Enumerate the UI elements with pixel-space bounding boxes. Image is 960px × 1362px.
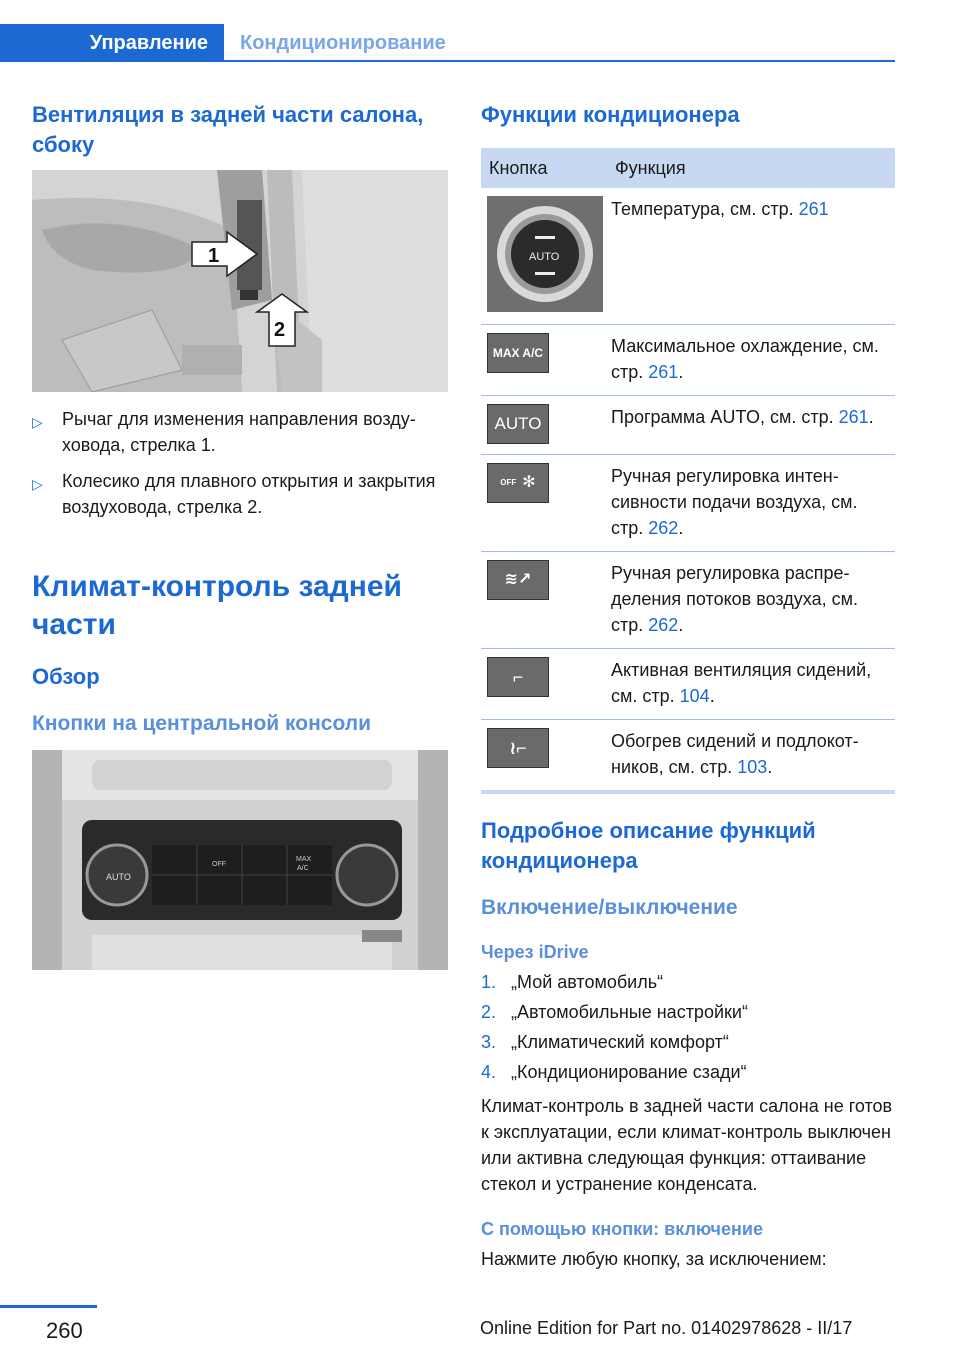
section-title-detail: Подробное описание функций кондиционера: [481, 817, 816, 873]
auto-button-icon: AUTO: [487, 404, 549, 444]
triangle-bullet-icon: ▷: [32, 414, 43, 430]
button-on-text: Нажмите любую кнопку, за исключением:: [481, 1248, 827, 1269]
list-item: 2. „Автомобильные настройки“: [481, 1001, 748, 1022]
max-ac-icon: MAX A/C: [487, 333, 549, 373]
header-bar: [0, 24, 895, 62]
section-title-console-buttons: Кнопки на центральной консоли: [32, 712, 372, 735]
triangle-bullet-icon: ▷: [32, 476, 43, 492]
section-title-rear-climate: Климат-контроль задней части: [32, 570, 402, 641]
seat-ventilation-icon: ⌐: [487, 657, 549, 697]
table-row: [481, 454, 895, 551]
bullet-item: [32, 406, 448, 458]
function-cell: Обогрев сидений и подлокотников, см. стр. 103.: [607, 719, 895, 792]
bullet-item: [32, 468, 448, 520]
footer-divider: [0, 1305, 97, 1308]
function-cell: Активная вентиляция сидений, см. стр. 104.: [607, 648, 895, 719]
function-cell: Максимальное охлаждение, см. стр. 261.: [607, 324, 895, 395]
page-link[interactable]: 262: [648, 614, 679, 635]
idrive-steps: [481, 967, 895, 1087]
fan-intensity-icon: OFF ✻: [487, 463, 549, 503]
availability-paragraph: Климат-контроль в задней части салона не готов к эксплуатации, если климат-контроль выключен или активна следующая функция: оттаивание стекол и устранение конденсата.: [481, 1095, 893, 1194]
bullet-text: Рычаг для изменения направления воздуховода, стрелка 1.: [62, 409, 416, 455]
table-header-row: [481, 148, 895, 188]
air-distribution-icon: ≋↗: [487, 560, 549, 600]
callout-label-1: 1: [208, 245, 220, 267]
page-link[interactable]: 103: [737, 756, 768, 777]
console-ac-label: A/C: [297, 865, 309, 872]
section-title-button-on: С помощью кнопки: включение: [481, 1218, 763, 1239]
page-link[interactable]: 261: [648, 361, 679, 382]
tab-air-conditioning[interactable]: Кондиционирование: [240, 31, 446, 54]
bullet-text: Колесико для плавного открытия и закрытия воздуховода, стрелка 2.: [62, 471, 436, 517]
function-cell: Ручная регулировка интенсивности подачи воздуха, см. стр. 262.: [607, 454, 895, 551]
section-title-idrive: Через iDrive: [481, 941, 589, 962]
table-row: [481, 551, 895, 648]
section-title-side-vent: Вентиляция в задней части салона, сбоку: [32, 102, 424, 157]
list-item: 1. „Мой автомобиль“: [481, 971, 664, 992]
callout-label-2: 2: [274, 319, 286, 341]
function-cell: Программа AUTO, см. стр. 261.: [607, 395, 895, 454]
function-table: [481, 148, 895, 794]
left-column: [32, 100, 448, 970]
table-row: [481, 395, 895, 454]
auto-dial-label: AUTO: [529, 251, 560, 263]
section-title-ac-functions: Функции кондиционера: [481, 102, 740, 127]
table-row: [481, 719, 895, 792]
console-max-label: MAX: [296, 856, 312, 863]
section-title-overview: Обзор: [32, 664, 100, 689]
function-cell: Ручная регулировка распределения потоков воздуха, см. стр. 262.: [607, 551, 895, 648]
page-link[interactable]: 261: [798, 199, 829, 219]
table-row: [481, 324, 895, 395]
console-off-label: OFF: [212, 861, 226, 868]
header-divider: [224, 60, 895, 62]
page-link[interactable]: 262: [648, 517, 679, 538]
console-auto-label: AUTO: [106, 872, 131, 882]
table-header-button: Кнопка: [481, 148, 607, 188]
seat-heating-icon: ≀⌐: [487, 728, 549, 768]
list-item: 4. „Кондиционирование сзади“: [481, 1061, 747, 1082]
tab-control[interactable]: Управление: [0, 24, 224, 62]
console-image: [32, 750, 448, 970]
table-row: [481, 188, 895, 324]
table-row: [481, 648, 895, 719]
section-title-onoff: Включение/выключение: [481, 895, 738, 919]
fan-off-label: OFF: [500, 477, 517, 487]
page-link[interactable]: 104: [679, 685, 710, 706]
auto-dial-icon: [487, 196, 603, 312]
edition-text: Online Edition for Part no. 01402978628 - II/17: [480, 1318, 853, 1338]
function-cell: Температура, см. стр. 261: [607, 188, 895, 324]
list-item: 3. „Климатический комфорт“: [481, 1031, 729, 1052]
table-header-function: Функция: [607, 148, 895, 188]
page-link[interactable]: 261: [838, 406, 869, 427]
side-vent-image: [32, 170, 448, 392]
page-number: 260: [46, 1318, 83, 1343]
right-column: [481, 100, 895, 1272]
